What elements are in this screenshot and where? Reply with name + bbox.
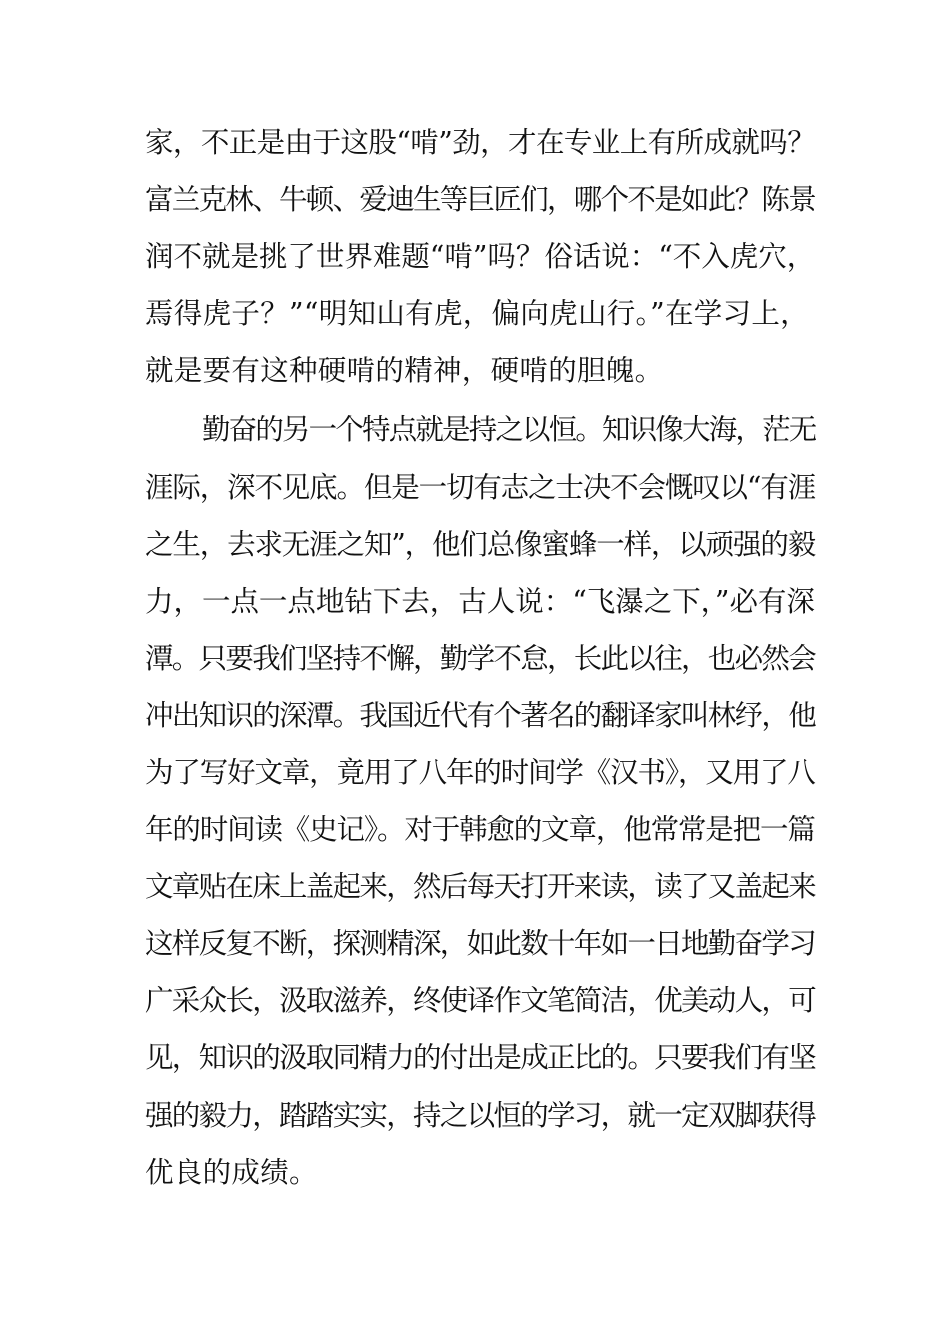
paragraph-2-line-5: 潭。只要我们坚持不懈，勤学不怠，长此以往，也必然会: [145, 642, 816, 675]
paragraph-2-line-11: 广采众长，汲取滋养，终使译作文笔简洁，优美动人，可: [145, 984, 816, 1017]
paragraph-2-line-14: 优良的成绩。: [145, 1156, 318, 1189]
paragraph-2-line-13: 强的毅力，踏踏实实，持之以恒的学习，就一定双脚获得: [145, 1099, 816, 1132]
paragraph-2-line-9: 文章贴在床上盖起来，然后每天打开来读，读了又盖起来: [145, 870, 816, 903]
paragraph-1-line-4: 焉得虎子？”“明知山有虎，偏向虎山行。”在学习上，: [145, 297, 809, 330]
paragraph-2-line-12: 见，知识的汲取同精力的付出是成正比的。只要我们有坚: [145, 1041, 816, 1074]
paragraph-2-line-3: 之生，去求无涯之知”，他们总像蜜蜂一样，以顽强的毅: [145, 528, 816, 561]
paragraph-2-line-8: 年的时间读《史记》。对于韩愈的文章，他常常是把一篇: [145, 813, 815, 846]
paragraph-2-line-10: 这样反复不断，探测精深，如此数十年如一日地勤奋学习: [145, 927, 816, 960]
paragraph-2-line-6: 冲出知识的深潭。我国近代有个著名的翻译家叫林纾，他: [145, 699, 816, 732]
paragraph-2-line-1: 勤奋的另一个特点就是持之以恒。知识像大海，茫无: [202, 413, 816, 446]
paragraph-2-line-7: 为了写好文章，竟用了八年的时间学《汉书》，又用了八: [145, 756, 815, 789]
paragraph-2-line-2: 涯际，深不见底。但是一切有志之士决不会慨叹以“有涯: [145, 471, 816, 504]
paragraph-1-line-3: 润不就是挑了世界难题“啃”吗？俗话说：“不入虎穴，: [145, 240, 816, 273]
paragraph-1-line-2: 富兰克林、牛顿、爱迪生等巨匠们，哪个不是如此？陈景: [145, 183, 816, 216]
paragraph-1-line-5: 就是要有这种硬啃的精神，硬啃的胆魄。: [145, 354, 664, 387]
paragraph-1-line-1: 家，不正是由于这股“啃”劲，才在专业上有所成就吗？: [145, 126, 816, 159]
paragraph-2-line-4: 力，一点一点地钻下去，古人说：“飞瀑之下，”必有深: [145, 585, 815, 618]
